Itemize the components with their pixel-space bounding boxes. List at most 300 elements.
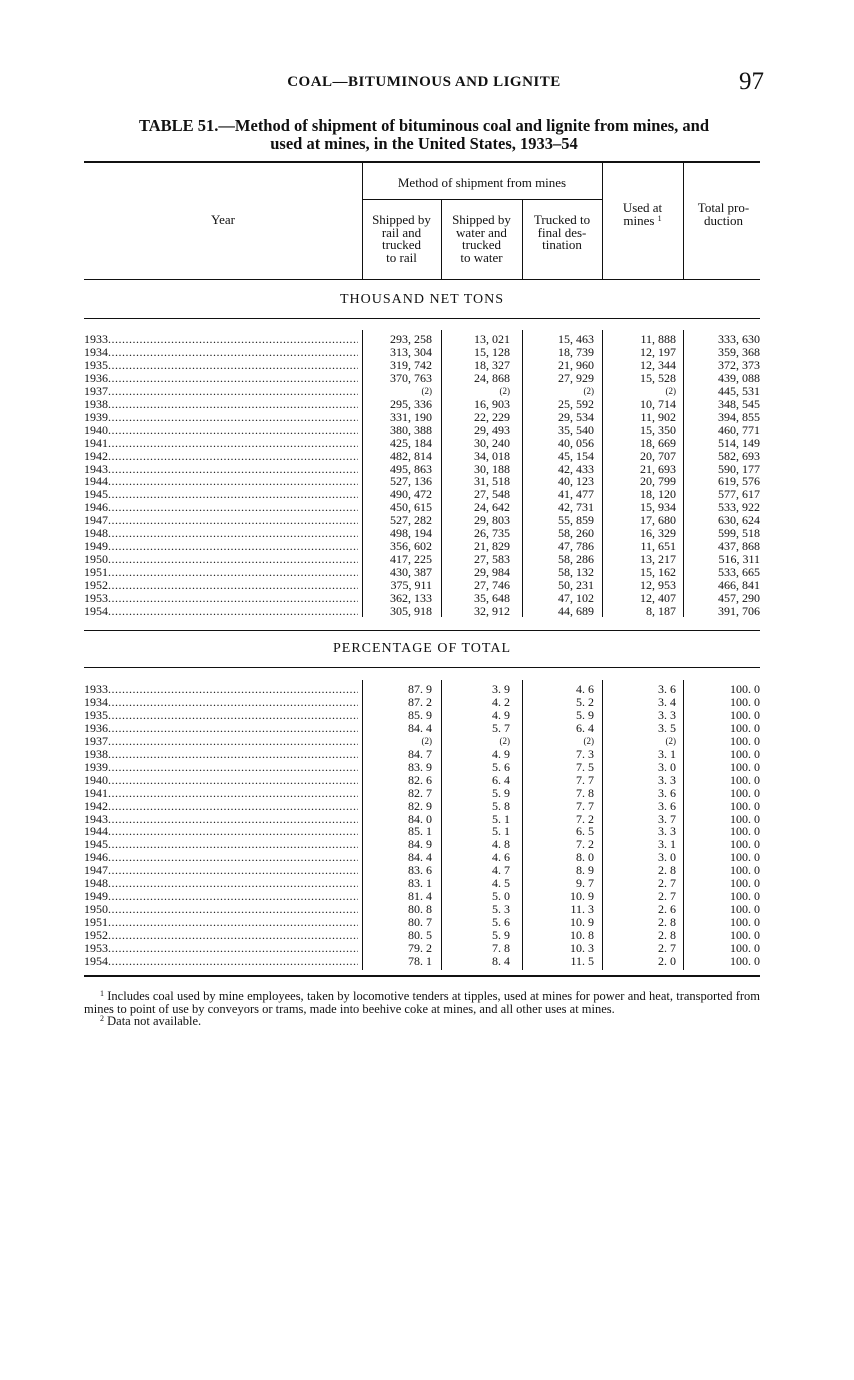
cell-rail: 84. 9 <box>408 837 432 852</box>
cell-rail: 305, 918 <box>390 603 432 618</box>
cell-water: 26, 735 <box>474 526 510 541</box>
cell-water: 29, 803 <box>474 513 510 528</box>
cell-total: 100. 0 <box>730 720 760 735</box>
cell-trucked: 7. 8 <box>576 785 594 800</box>
cell-water: 27, 548 <box>474 487 510 502</box>
cell-trucked: 7. 7 <box>576 772 594 787</box>
table-row <box>84 540 760 552</box>
cell-rail: 84. 7 <box>408 746 432 761</box>
cell-used: 3. 3 <box>658 772 676 787</box>
cell-rail: 87. 2 <box>408 694 432 709</box>
cell-water: 31, 518 <box>474 474 510 489</box>
cell-used: (2) <box>665 385 676 396</box>
cell-trucked: 29, 534 <box>558 409 594 424</box>
cell-water: 4. 9 <box>492 746 510 761</box>
table-row <box>84 385 760 397</box>
cell-water: 4. 7 <box>492 863 510 878</box>
table-row <box>84 800 760 812</box>
cell-used: 15, 350 <box>640 422 676 437</box>
cell-used: 11, 888 <box>640 332 676 346</box>
table-row <box>84 450 760 462</box>
table-row <box>84 333 760 345</box>
cell-total: 457, 290 <box>718 591 760 605</box>
cell-total: 514, 149 <box>718 435 760 450</box>
cell-total: 100. 0 <box>730 785 760 800</box>
table-row <box>84 890 760 902</box>
cell-year: 1945 ..... <box>84 488 358 500</box>
cell-year: 1943 ..... <box>84 813 358 825</box>
footnote-2: $^2$ Data not available. <box>100 1014 202 1028</box>
cell-used: 2. 7 <box>658 941 676 955</box>
cell-trucked: 45, 154 <box>558 448 594 463</box>
table-row <box>84 903 760 915</box>
table-row <box>84 864 760 876</box>
cell-used: 12, 953 <box>640 578 676 593</box>
cell-year: 1943 ..... <box>84 463 358 475</box>
table-row <box>84 579 760 591</box>
cell-used: 15, 162 <box>640 565 676 580</box>
table-row <box>84 437 760 449</box>
table-row <box>84 774 760 786</box>
cell-total: 391, 706 <box>718 603 760 618</box>
cell-rail: 87. 9 <box>408 682 432 696</box>
table-row <box>84 346 760 358</box>
cell-trucked: 42, 731 <box>558 500 594 515</box>
cell-year: 1933 ..... <box>84 333 358 345</box>
cell-water: 5. 1 <box>492 824 510 839</box>
cell-rail: 79. 2 <box>408 941 432 955</box>
cell-year: 1946 ..... <box>84 851 358 863</box>
cell-year: 1941 ..... <box>84 437 358 449</box>
cell-total: 348, 545 <box>718 396 760 411</box>
table-bottom-rule <box>84 975 760 977</box>
cell-total: 100. 0 <box>730 733 760 748</box>
cell-year: 1951 ..... <box>84 566 358 578</box>
cell-total: 372, 373 <box>718 357 760 372</box>
cell-total: 590, 177 <box>718 461 760 476</box>
cell-total: 100. 0 <box>730 707 760 722</box>
cell-rail: (2) <box>421 735 432 746</box>
cell-water: 5. 9 <box>492 785 510 800</box>
cell-total: 630, 624 <box>718 513 760 528</box>
cell-used: 2. 0 <box>658 953 676 968</box>
cell-used: 13, 217 <box>640 552 676 567</box>
cell-water: 18, 327 <box>474 357 510 372</box>
cell-total: 100. 0 <box>730 953 760 968</box>
cell-rail: 82. 9 <box>408 798 432 813</box>
cell-trucked: 10. 9 <box>570 915 594 930</box>
cell-trucked: 50, 231 <box>558 578 594 593</box>
header-water: Shipped by water and trucked to water <box>452 212 511 265</box>
table-row <box>84 411 760 423</box>
cell-year: 1938 ..... <box>84 748 358 760</box>
cell-water: 5. 7 <box>492 720 510 735</box>
cell-used: 3. 6 <box>658 798 676 813</box>
cell-water: 13, 021 <box>474 332 510 346</box>
header-year: Year <box>211 212 235 227</box>
cell-rail: 375, 911 <box>390 578 432 593</box>
cell-total: 100. 0 <box>730 889 760 904</box>
section-2-top-rule <box>84 667 760 668</box>
table-row <box>84 748 760 760</box>
cell-used: 12, 407 <box>640 591 676 605</box>
cell-rail: 84. 4 <box>408 850 432 865</box>
running-title: COAL—BITUMINOUS AND LIGNITE <box>287 74 561 90</box>
cell-year: 1950 ..... <box>84 903 358 915</box>
table-title <box>84 117 764 153</box>
cell-trucked: 7. 7 <box>576 798 594 813</box>
cell-used: 18, 120 <box>640 487 676 502</box>
table-top-rule <box>84 161 760 163</box>
cell-water: 35, 648 <box>474 591 510 605</box>
cell-total: 516, 311 <box>718 552 760 567</box>
table-row <box>84 735 760 747</box>
table-row <box>84 838 760 850</box>
cell-rail: 84. 0 <box>408 811 432 826</box>
table-row <box>84 463 760 475</box>
header-used-at-mines: Used at mines $^1$ <box>622 200 663 228</box>
cell-trucked: 8. 0 <box>576 850 594 865</box>
cell-rail: 356, 602 <box>390 539 432 554</box>
cell-total: 100. 0 <box>730 772 760 787</box>
cell-water: 24, 642 <box>474 500 510 515</box>
page-number: 97 <box>739 68 764 95</box>
cell-used: 11, 651 <box>640 539 676 554</box>
table-row <box>84 488 760 500</box>
cell-water: 22, 229 <box>474 409 510 424</box>
cell-used: 2. 7 <box>658 889 676 904</box>
header-trucked: Trucked to final des- tination <box>533 212 591 252</box>
table-row <box>84 709 760 721</box>
cell-used: 2. 8 <box>658 928 676 943</box>
cell-rail: 82. 6 <box>408 772 432 787</box>
cell-water: 4. 5 <box>492 876 510 891</box>
cell-water: 30, 188 <box>474 461 510 476</box>
cell-rail: 527, 136 <box>390 474 432 489</box>
cell-trucked: 7. 3 <box>576 746 594 761</box>
table-row <box>84 916 760 928</box>
table-row <box>84 877 760 889</box>
cell-year: 1952 ..... <box>84 579 358 591</box>
cell-water: 29, 493 <box>474 422 510 437</box>
cell-total: 100. 0 <box>730 915 760 930</box>
cell-used: 3. 6 <box>658 785 676 800</box>
cell-trucked: 6. 5 <box>576 824 594 839</box>
cell-trucked: 11. 3 <box>570 902 594 917</box>
cell-used: 10, 714 <box>640 396 676 411</box>
cell-year: 1953 ..... <box>84 942 358 954</box>
running-head <box>84 68 764 96</box>
cell-total: 439, 088 <box>718 370 760 385</box>
cell-rail: 425, 184 <box>390 435 432 450</box>
cell-total: 100. 0 <box>730 941 760 955</box>
cell-used: 3. 7 <box>658 811 676 826</box>
cell-used: 12, 344 <box>640 357 676 372</box>
table-row <box>84 605 760 617</box>
cell-water: 5. 6 <box>492 915 510 930</box>
cell-rail: 83. 6 <box>408 863 432 878</box>
cell-total: 445, 531 <box>718 383 760 398</box>
table-row <box>84 813 760 825</box>
table-row <box>84 722 760 734</box>
cell-water: 3. 9 <box>492 682 510 696</box>
cell-trucked: 5. 9 <box>576 707 594 722</box>
cell-rail: 430, 387 <box>390 565 432 580</box>
cell-used: 3. 5 <box>658 720 676 735</box>
cell-water: 29, 984 <box>474 565 510 580</box>
cell-water: 32, 912 <box>474 603 510 618</box>
cell-rail: 313, 304 <box>390 344 432 359</box>
cell-rail: 380, 388 <box>390 422 432 437</box>
cell-total: 100. 0 <box>730 759 760 774</box>
table-row <box>84 787 760 799</box>
cell-used: 11, 902 <box>640 409 676 424</box>
cell-water: 6. 4 <box>492 772 510 787</box>
cell-used: 20, 799 <box>640 474 676 489</box>
cell-rail: 83. 9 <box>408 759 432 774</box>
cell-year: 1952 ..... <box>84 929 358 941</box>
cell-total: 100. 0 <box>730 863 760 878</box>
section-label-percent: PERCENTAGE OF TOTAL <box>332 641 512 656</box>
cell-used: 17, 680 <box>640 513 676 528</box>
table-row <box>84 475 760 487</box>
cell-trucked: 9. 7 <box>576 876 594 891</box>
cell-water: 5. 1 <box>492 811 510 826</box>
footnotes <box>84 990 760 1028</box>
cell-trucked: 35, 540 <box>558 422 594 437</box>
cell-water: 5. 6 <box>492 759 510 774</box>
cell-trucked: 58, 132 <box>558 565 594 580</box>
cell-water: 21, 829 <box>474 539 510 554</box>
cell-trucked: 58, 260 <box>558 526 594 541</box>
cell-used: 12, 197 <box>640 344 676 359</box>
cell-year: 1947 ..... <box>84 864 358 876</box>
cell-rail: 84. 4 <box>408 720 432 735</box>
cell-rail: 490, 472 <box>390 487 432 502</box>
cell-rail: 83. 1 <box>408 876 432 891</box>
cell-year: 1948 ..... <box>84 527 358 539</box>
cell-used: 16, 329 <box>640 526 676 541</box>
table-row <box>84 527 760 539</box>
cell-year: 1946 ..... <box>84 501 358 513</box>
table-row <box>84 761 760 773</box>
cell-used: 2. 6 <box>658 902 676 917</box>
cell-trucked: 7. 2 <box>576 837 594 852</box>
cell-trucked: 10. 3 <box>570 941 594 955</box>
section-label-tons: THOUSAND NET TONS <box>339 292 504 307</box>
cell-year: 1940 ..... <box>84 424 358 436</box>
footnote-1: $^1$ Includes coal used by mine employees, taken by locomotive tenders at tipples, used at mines for power and heat, transported from mines to point of use by conveyors or trams, made into beehive coke at mines, and all other uses at mines. <box>84 989 760 1016</box>
cell-trucked: 42, 433 <box>558 461 594 476</box>
cell-rail: 293, 258 <box>390 332 432 346</box>
cell-trucked: 58, 286 <box>558 552 594 567</box>
cell-used: (2) <box>665 735 676 746</box>
cell-trucked: 7. 2 <box>576 811 594 826</box>
header-rail: Shipped by rail and trucked to rail <box>372 212 431 265</box>
cell-year: 1954 ..... <box>84 955 358 967</box>
cell-rail: 498, 194 <box>390 526 432 541</box>
cell-rail: 362, 133 <box>390 591 432 605</box>
cell-total: 619, 576 <box>718 474 760 489</box>
cell-total: 100. 0 <box>730 876 760 891</box>
table-title-line-2: used at mines, in the United States, 1933–54 <box>270 134 578 153</box>
group-header-rule <box>362 199 602 200</box>
cell-water: 27, 746 <box>474 578 510 593</box>
cell-total: 100. 0 <box>730 928 760 943</box>
cell-water: 7. 8 <box>492 941 510 955</box>
cell-rail: 78. 1 <box>408 953 432 968</box>
cell-water: 27, 583 <box>474 552 510 567</box>
cell-rail: 331, 190 <box>390 409 432 424</box>
table-row <box>84 372 760 384</box>
cell-total: 100. 0 <box>730 798 760 813</box>
cell-year: 1940 ..... <box>84 774 358 786</box>
cell-rail: 80. 8 <box>408 902 432 917</box>
cell-rail: 482, 814 <box>390 448 432 463</box>
cell-year: 1947 ..... <box>84 514 358 526</box>
header-total-production: Total pro- duction <box>697 200 750 228</box>
cell-trucked: 55, 859 <box>558 513 594 528</box>
cell-total: 100. 0 <box>730 746 760 761</box>
table-row <box>84 592 760 604</box>
cell-total: 577, 617 <box>718 487 760 502</box>
table-row <box>84 825 760 837</box>
cell-used: 15, 934 <box>640 500 676 515</box>
cell-water: 5. 9 <box>492 928 510 943</box>
cell-year: 1945 ..... <box>84 838 358 850</box>
cell-used: 20, 707 <box>640 448 676 463</box>
cell-year: 1954 ..... <box>84 605 358 617</box>
cell-water: 5. 3 <box>492 902 510 917</box>
cell-water: 4. 2 <box>492 694 510 709</box>
cell-total: 333, 630 <box>718 332 760 346</box>
cell-total: 437, 868 <box>718 539 760 554</box>
cell-trucked: 27, 929 <box>558 370 594 385</box>
cell-trucked: 8. 9 <box>576 863 594 878</box>
cell-water: 8. 4 <box>492 953 510 968</box>
cell-year: 1934 ..... <box>84 346 358 358</box>
table-row <box>84 553 760 565</box>
cell-water: 4. 6 <box>492 850 510 865</box>
cell-total: 533, 665 <box>718 565 760 580</box>
cell-trucked: 4. 6 <box>576 682 594 696</box>
header-method-group: Method of shipment from mines <box>397 175 567 190</box>
cell-total: 460, 771 <box>718 422 760 437</box>
table-title-line-1: TABLE 51.—Method of shipment of bituminous coal and lignite from mines, and <box>138 116 710 135</box>
cell-water: 5. 0 <box>492 889 510 904</box>
cell-trucked: (2) <box>583 385 594 396</box>
cell-rail: 85. 1 <box>408 824 432 839</box>
cell-year: 1948 ..... <box>84 877 358 889</box>
cell-used: 15, 528 <box>640 370 676 385</box>
cell-water: 5. 8 <box>492 798 510 813</box>
table-row <box>84 942 760 954</box>
cell-rail: 80. 5 <box>408 928 432 943</box>
cell-total: 100. 0 <box>730 824 760 839</box>
cell-water: 30, 240 <box>474 435 510 450</box>
section-2-label-rule <box>84 630 760 631</box>
cell-water: (2) <box>499 735 510 746</box>
cell-rail: 527, 282 <box>390 513 432 528</box>
cell-total: 100. 0 <box>730 850 760 865</box>
cell-total: 100. 0 <box>730 902 760 917</box>
cell-total: 100. 0 <box>730 694 760 709</box>
table-row <box>84 683 760 695</box>
cell-water: 15, 128 <box>474 344 510 359</box>
cell-trucked: 47, 102 <box>558 591 594 605</box>
cell-trucked: 47, 786 <box>558 539 594 554</box>
cell-total: 394, 855 <box>718 409 760 424</box>
cell-year: 1949 ..... <box>84 890 358 902</box>
table-row <box>84 566 760 578</box>
cell-used: 3. 1 <box>658 746 676 761</box>
cell-water: 4. 9 <box>492 707 510 722</box>
cell-year: 1953 ..... <box>84 592 358 604</box>
cell-rail: 82. 7 <box>408 785 432 800</box>
cell-trucked: 11. 5 <box>570 953 594 968</box>
cell-water: 24, 868 <box>474 370 510 385</box>
cell-year: 1938 ..... <box>84 398 358 410</box>
cell-water: 34, 018 <box>474 448 510 463</box>
cell-used: 3. 3 <box>658 824 676 839</box>
cell-trucked: 15, 463 <box>558 332 594 346</box>
cell-trucked: (2) <box>583 735 594 746</box>
cell-year: 1949 ..... <box>84 540 358 552</box>
cell-total: 100. 0 <box>730 811 760 826</box>
cell-trucked: 7. 5 <box>576 759 594 774</box>
cell-trucked: 40, 056 <box>558 435 594 450</box>
cell-used: 18, 669 <box>640 435 676 450</box>
cell-water: (2) <box>499 385 510 396</box>
table-row <box>84 851 760 863</box>
table-row <box>84 696 760 708</box>
cell-year: 1936 ..... <box>84 372 358 384</box>
cell-total: 466, 841 <box>718 578 760 593</box>
cell-year: 1937 ..... <box>84 385 358 397</box>
cell-year: 1941 ..... <box>84 787 358 799</box>
cell-rail: 295, 336 <box>390 396 432 411</box>
cell-year: 1942 ..... <box>84 800 358 812</box>
cell-trucked: 40, 123 <box>558 474 594 489</box>
cell-rail: 495, 863 <box>390 461 432 476</box>
cell-rail: 417, 225 <box>390 552 432 567</box>
cell-year: 1944 ..... <box>84 825 358 837</box>
cell-year: 1933 ..... <box>84 683 358 695</box>
cell-used: 3. 1 <box>658 837 676 852</box>
cell-trucked: 25, 592 <box>558 396 594 411</box>
table-row <box>84 955 760 967</box>
cell-year: 1934 ..... <box>84 696 358 708</box>
cell-total: 582, 693 <box>718 448 760 463</box>
cell-total: 599, 518 <box>718 526 760 541</box>
cell-trucked: 18, 739 <box>558 344 594 359</box>
section-1-top-rule <box>84 318 760 319</box>
cell-year: 1937 ..... <box>84 735 358 747</box>
cell-rail: (2) <box>421 385 432 396</box>
table-row <box>84 501 760 513</box>
cell-used: 8, 187 <box>646 603 676 618</box>
cell-trucked: 21, 960 <box>558 357 594 372</box>
cell-used: 3. 4 <box>658 694 676 709</box>
cell-year: 1935 ..... <box>84 709 358 721</box>
cell-total: 359, 368 <box>718 344 760 359</box>
cell-used: 3. 0 <box>658 850 676 865</box>
cell-water: 4. 8 <box>492 837 510 852</box>
cell-total: 533, 922 <box>718 500 760 515</box>
table-row <box>84 359 760 371</box>
cell-year: 1950 ..... <box>84 553 358 565</box>
cell-used: 2. 8 <box>658 863 676 878</box>
